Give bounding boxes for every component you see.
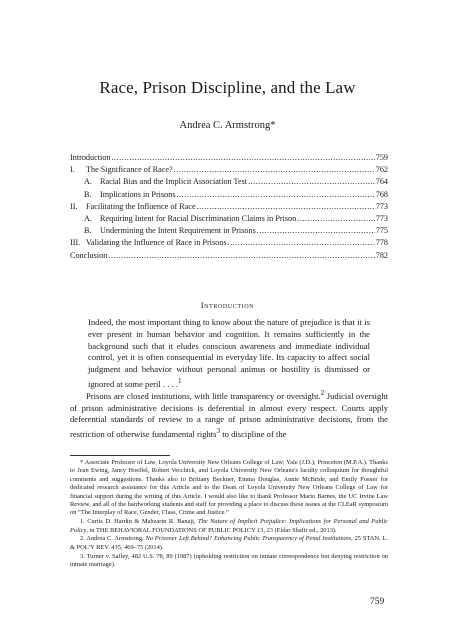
article-title: Race, Prison Discipline, and the Law	[99, 78, 356, 97]
author-name: Andrea C. Armstrong*	[179, 120, 276, 131]
footnote-text: , 25 STAN. L. & POL’Y REV. 435, 469–75 (2014).	[70, 535, 388, 551]
toc-page-number: 768	[375, 189, 388, 199]
footnote-ref: 3	[216, 426, 221, 435]
toc-title: The Significance of Race?	[86, 165, 173, 175]
toc-leader-dots	[111, 153, 374, 162]
toc-label	[84, 226, 256, 235]
toc-page-number: 775	[375, 226, 388, 236]
section-heading: Introduction	[200, 301, 255, 310]
toc-label	[84, 214, 296, 223]
toc-leader-dots	[257, 226, 375, 235]
toc-label	[70, 153, 110, 162]
footnote-3: 3. Turner v. Safley, 482 U.S. 78, 89 (1987) (upholding restriction on inmate correspondence but denying restriction on inmate marriage).	[70, 552, 388, 569]
toc-page-number: 782	[375, 250, 388, 260]
footnote-1	[70, 518, 388, 535]
footnote-text: , in THE BEHAVIORAL FOUNDATIONS OF PUBLIC POLICY 13, 23 (Eldar Shafir ed., 2013).	[86, 526, 337, 534]
toc-title: Racial Bias and the Implicit Association Test	[100, 177, 248, 187]
toc-leader-dots	[248, 177, 375, 186]
toc-number: B.	[84, 226, 92, 236]
toc-leader-dots	[177, 190, 375, 199]
toc-label	[84, 177, 247, 186]
toc-page-number: 773	[375, 201, 388, 211]
toc-entry	[70, 226, 388, 238]
toc-entry	[70, 190, 388, 202]
toc-label	[70, 251, 107, 260]
toc-entry	[70, 214, 388, 226]
toc-number: B.	[84, 189, 92, 199]
toc-label	[84, 190, 176, 199]
body-text-3: to discipline of the	[220, 428, 287, 439]
footnote-cited-title: No Prisoner Left Behind? Enhancing Public Transparency of Penal Institutions	[145, 535, 352, 543]
toc-label	[70, 238, 227, 247]
toc-entry	[70, 202, 388, 214]
toc-title: Introduction	[70, 153, 111, 162]
toc-entry	[70, 153, 388, 165]
epigraph-text: Indeed, the most important thing to know about the nature of prejudice is that it is ever present in human behavior and cognition. It remains sufficiently in the background such that it eludes conscious awareness and immediate individual control, yet it is often consequential in everyday life. Its capacity to affect social judgment and behavior without personal animus or hostility is dismissed or ignored at some peril . . . .	[88, 317, 370, 389]
footnote-ref: 2	[320, 389, 325, 397]
epigraph	[88, 317, 370, 391]
toc-number: A.	[84, 213, 92, 223]
toc-page-number: 762	[375, 165, 388, 175]
toc-number: II.	[70, 201, 78, 211]
toc-entry	[70, 177, 388, 189]
toc-title: Undermining the Intent Requirement in Prisons	[100, 226, 256, 236]
footnote-divider	[70, 455, 170, 456]
footnote-text: 2. Andrea C. Armstrong,	[80, 535, 146, 543]
toc-entry	[70, 251, 388, 263]
toc-number: I.	[70, 165, 75, 175]
toc-title: Conclusion	[70, 250, 108, 260]
footnote-cited-title: The Nature of Implicit Prejudice: Implications for Personal and Public Policy	[70, 518, 388, 534]
toc-number: A.	[84, 177, 92, 187]
page-number: 759	[370, 597, 385, 607]
body-text-2: Judicial oversight of prison administrative decisions is deferential in almost every respect. Courts apply deferential standards of review to a range of prison administrative decisions, from the restriction of otherwise fundamental rights	[70, 390, 389, 439]
toc-leader-dots	[197, 202, 375, 211]
footnote-text: 1. Curtis D. Hardin & Mahzarin R. Banaji,	[80, 518, 199, 526]
table-of-contents	[70, 153, 388, 263]
toc-page-number: 773	[375, 213, 388, 223]
toc-label	[70, 165, 173, 174]
body-paragraph	[70, 388, 388, 441]
toc-number: III.	[70, 238, 81, 248]
toc-page-number: 759	[375, 153, 388, 162]
toc-page-number: 778	[375, 238, 388, 248]
toc-title: Implications in Prisons	[100, 189, 176, 199]
toc-title: Facilitating the Influence of Race	[86, 201, 196, 211]
toc-title: Requiring Intent for Racial Discrimination Claims in Prison	[100, 213, 297, 223]
body-text-1: Prisons are closed institutions, with little transparency or oversight.	[86, 390, 321, 401]
toc-leader-dots	[108, 251, 374, 260]
footnotes	[70, 459, 388, 570]
toc-leader-dots	[228, 238, 375, 247]
toc-title: Validating the Influence of Race in Prisons	[86, 238, 227, 248]
toc-entry	[70, 238, 388, 250]
toc-leader-dots	[297, 214, 374, 223]
footnote-author: * Associate Professor of Law, Loyola University New Orleans College of Law; Yale (J.D.); Princeton (M.P.A.). Thanks to Jean Ewing, Jancy Hoeffel, Robert Vecchick, and Loyola University New Orleans's faculty colloquium for thoughtful comments and suggestions. Thanks also to Brittany Beckner, Emma Douglas, Annie McBride, and Emily Posner for dedicated research assistance for this Article and to the Dean of Loyola University New Orleans College of Law for financial support during the writing of this Article. I would also like to thank Professor Mario Barnes, the UC Irvine Law Review, and all of the hardworking students and staff for providing a place to discuss these issues at the CLEaR symposium on “The Interplay of Race, Gender, Class, Crime and Justice.”	[70, 459, 388, 517]
toc-page-number: 764	[375, 177, 388, 187]
footnote-2	[70, 535, 388, 552]
toc-entry	[70, 165, 388, 177]
toc-label	[70, 202, 196, 211]
footnote-ref: 1	[177, 376, 182, 385]
toc-leader-dots	[174, 165, 375, 174]
